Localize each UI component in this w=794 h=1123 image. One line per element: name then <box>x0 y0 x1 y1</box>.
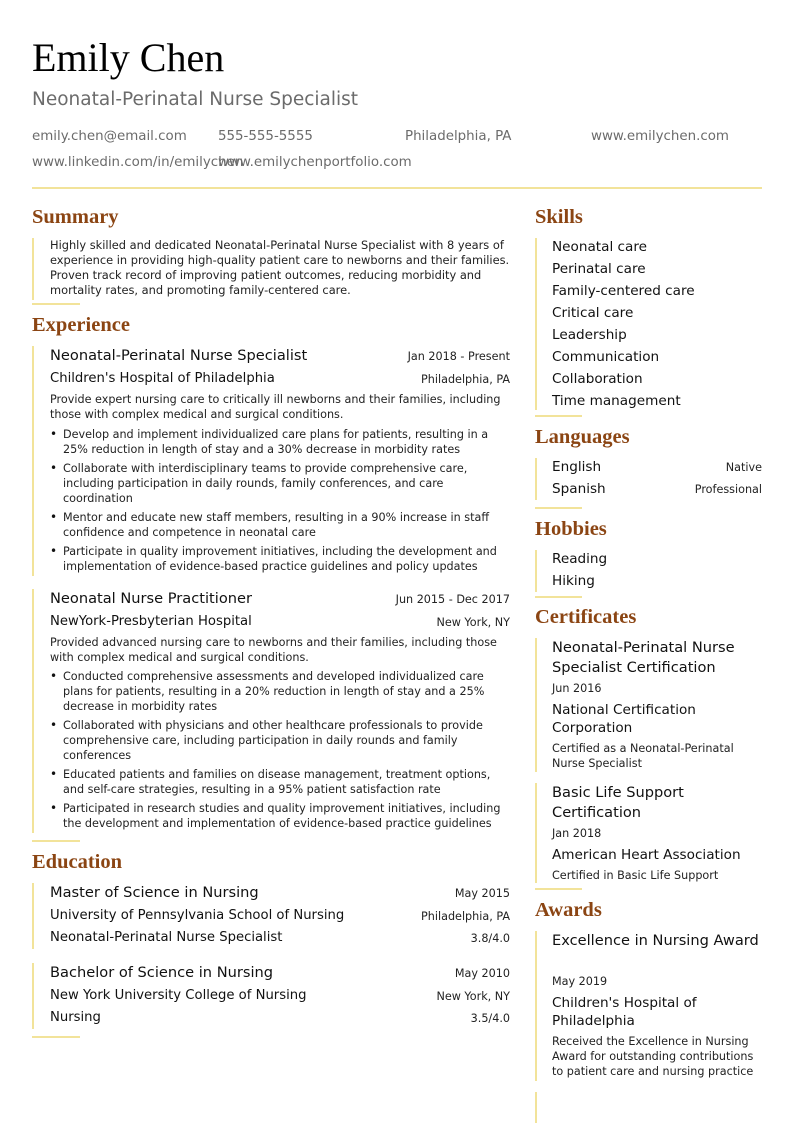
job-achievements <box>50 669 512 835</box>
job-title: Neonatal-Perinatal Nurse Specialist <box>50 347 308 364</box>
degree-title: Master of Science in Nursing <box>50 884 259 901</box>
certificates-heading: Certificates <box>535 606 637 628</box>
certificate-name: Neonatal-Perinatal Nurse Specialist Certification <box>552 639 735 676</box>
location: Philadelphia, PA <box>405 129 512 144</box>
candidate-name: Emily Chen <box>32 35 225 80</box>
summary-divider <box>32 303 80 305</box>
certificate-accent-bar <box>535 783 537 883</box>
list-item: Collaboration <box>552 371 643 387</box>
email-link[interactable]: emily.chen@email.com <box>32 129 187 144</box>
job-accent-bar <box>32 346 34 576</box>
list-item: • Collaborate with interdisciplinary teams to provide comprehensive care, including participation in daily rounds, family conferences, and care coordination <box>50 461 512 506</box>
list-item: Family-centered care <box>552 283 695 299</box>
list-item: • Mentor and educate new staff members, resulting in a 90% increase in staff confidence and competence in neonatal care <box>50 510 512 540</box>
hobbies-accent-bar <box>535 550 537 592</box>
certificate-issuer: National Certification Corporation <box>552 702 696 736</box>
list-item: • Participated in research studies and quality improvement initiatives, including the development and implementation of evidence-based practice guidelines <box>50 801 512 831</box>
website-link[interactable]: www.emilychen.com <box>591 129 729 144</box>
job-description: Provide expert nursing care to critically ill newborns and their families, including those with complex medical and surgical conditions. <box>50 393 501 421</box>
list-item: Time management <box>552 393 681 409</box>
summary-text: Highly skilled and dedicated Neonatal-Perinatal Nurse Specialist with 8 years of experience in providing high-quality patient care to newborns and their families. Proven track record of improving patient outcomes, reducing morbidity and mortality rates, and promoting family-centered care. <box>50 238 510 297</box>
skills-divider <box>535 415 582 417</box>
list-item: • Develop and implement individualized care plans for patients, resulting in a 25% reduction in length of stay and a 30% decrease in morbidity rates <box>50 427 512 457</box>
list-item: Leadership <box>552 327 627 343</box>
candidate-title: Neonatal-Perinatal Nurse Specialist <box>32 89 359 110</box>
hobbies-heading: Hobbies <box>535 518 607 540</box>
language-level: Professional <box>694 483 762 496</box>
education-accent-bar <box>32 963 34 1029</box>
language-name: English <box>552 459 602 475</box>
award-description: Received the Excellence in Nursing Award for outstanding contributions to patient care and nursing practice <box>552 1035 754 1078</box>
award-date: May 2019 <box>552 975 608 988</box>
awards-heading: Awards <box>535 899 602 921</box>
degree-date: May 2015 <box>454 887 510 900</box>
job-title: Neonatal Nurse Practitioner <box>50 590 252 607</box>
languages-divider <box>535 507 582 509</box>
education-accent-bar <box>32 883 34 949</box>
job-location: Philadelphia, PA <box>421 373 510 386</box>
school-name: New York University College of Nursing <box>50 988 307 1003</box>
certificate-name: Basic Life Support Certification <box>552 784 684 821</box>
summary-heading: Summary <box>32 206 119 228</box>
award-issuer: Children's Hospital of Philadelphia <box>552 995 697 1029</box>
job-employer: NewYork-Presbyterian Hospital <box>50 614 252 629</box>
award-accent-bar <box>535 931 537 1081</box>
job-location: New York, NY <box>436 616 510 629</box>
certificate-description: Certified in Basic Life Support <box>552 869 719 882</box>
list-item: Critical care <box>552 305 634 321</box>
job-dates: Jan 2018 - Present <box>407 350 510 363</box>
education-heading: Education <box>32 851 122 873</box>
language-name: Spanish <box>552 481 606 497</box>
award-name: Excellence in Nursing Award <box>552 932 759 949</box>
gpa: 3.5/4.0 <box>470 1012 510 1025</box>
certificate-date: Jan 2018 <box>552 827 602 840</box>
degree-title: Bachelor of Science in Nursing <box>50 964 274 981</box>
certificates-divider <box>535 888 582 890</box>
education-divider <box>32 1036 80 1038</box>
job-dates: Jun 2015 - Dec 2017 <box>395 593 510 606</box>
languages-heading: Languages <box>535 426 630 448</box>
languages-accent-bar <box>535 458 537 500</box>
list-item: • Conducted comprehensive assessments and developed individualized care plans for patients, resulting in a 20% reduction in length of stay and a 25% decrease in morbidity rates <box>50 669 512 714</box>
skills-accent-bar <box>535 238 537 410</box>
gpa: 3.8/4.0 <box>470 932 510 945</box>
list-item: • Educated patients and families on disease management, treatment options, and self-care strategies, resulting in a 95% patient satisfaction rate <box>50 767 512 797</box>
hobbies-divider <box>535 596 582 598</box>
language-level: Native <box>725 461 762 474</box>
job-achievements <box>50 427 512 578</box>
certificate-issuer: American Heart Association <box>552 847 741 863</box>
award-accent-bar <box>535 1092 537 1123</box>
experience-heading: Experience <box>32 314 130 336</box>
school-location: Philadelphia, PA <box>421 910 510 923</box>
list-item: Communication <box>552 349 660 365</box>
field-of-study: Nursing <box>50 1010 101 1025</box>
list-item: • Participate in quality improvement initiatives, including the development and implementation of evidence-based practice guidelines and policy updates <box>50 544 512 574</box>
job-description: Provided advanced nursing care to newborns and their families, including those with complex medical and surgical conditions. <box>50 636 497 664</box>
summary-accent-bar <box>32 238 34 300</box>
list-item: Perinatal care <box>552 261 646 277</box>
linkedin-link[interactable]: www.linkedin.com/in/emilychen <box>32 155 244 170</box>
degree-date: May 2010 <box>454 967 510 980</box>
portfolio-link[interactable]: www.emilychenportfolio.com <box>218 155 412 170</box>
list-item: Hiking <box>552 573 595 589</box>
phone-number: 555-555-5555 <box>218 129 313 144</box>
list-item: • Collaborated with physicians and other healthcare professionals to provide comprehensive care, including participation in daily rounds and family conferences <box>50 718 512 763</box>
header-divider <box>32 187 762 189</box>
certificate-date: Jun 2016 <box>552 682 602 695</box>
job-accent-bar <box>32 589 34 833</box>
list-item: Reading <box>552 551 608 567</box>
job-employer: Children's Hospital of Philadelphia <box>50 371 275 386</box>
school-name: University of Pennsylvania School of Nursing <box>50 908 345 923</box>
certificate-description: Certified as a Neonatal-Perinatal Nurse Specialist <box>552 742 734 770</box>
certificate-accent-bar <box>535 638 537 772</box>
skills-heading: Skills <box>535 206 583 228</box>
field-of-study: Neonatal-Perinatal Nurse Specialist <box>50 930 283 945</box>
list-item: Neonatal care <box>552 239 648 255</box>
experience-divider <box>32 840 80 842</box>
school-location: New York, NY <box>436 990 510 1003</box>
